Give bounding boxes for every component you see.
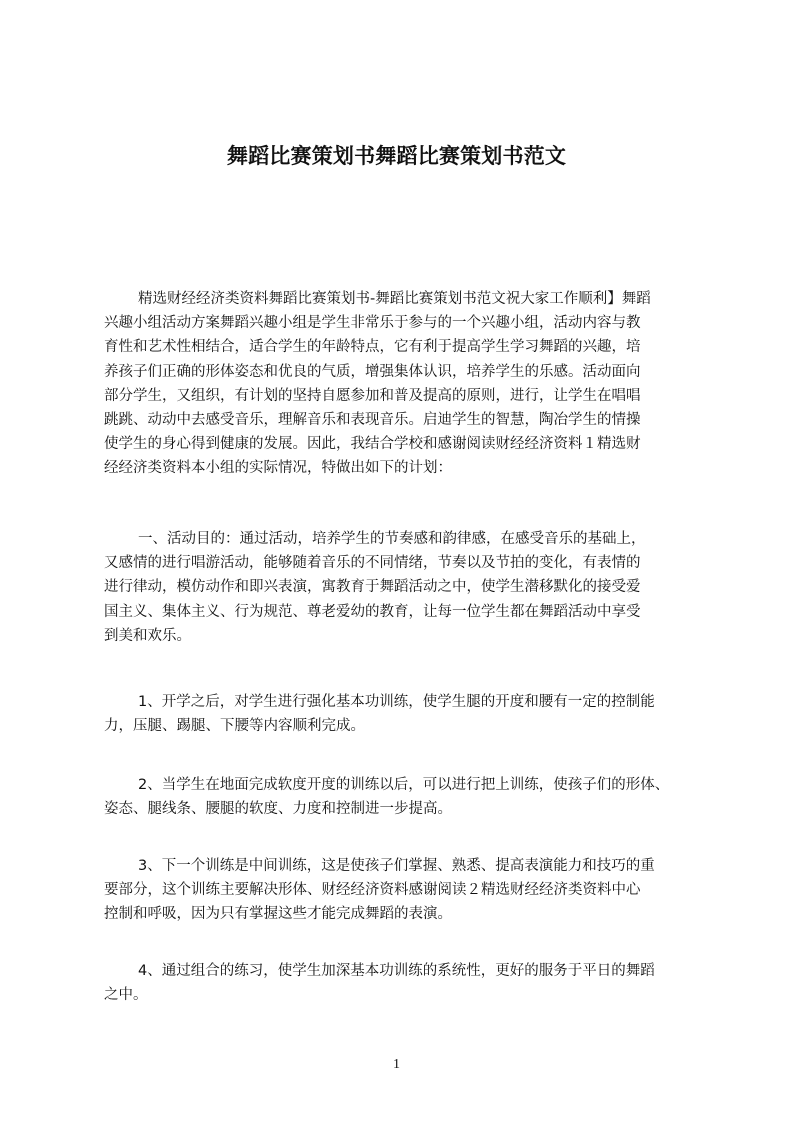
paragraph-line: 兴趣小组活动方案舞蹈兴趣小组是学生非常乐于参与的一个兴趣小组，活动内容与教 <box>104 315 641 332</box>
paragraph-line: 到美和欢乐。 <box>104 627 191 644</box>
paragraph-line: 使学生的身心得到健康的发展。因此，我结合学校和感谢阅读财经经济资料１精选财 <box>104 436 641 453</box>
paragraph-line: 部分学生，又组织，有计划的坚持自愿参加和普及提高的原则，进行，让学生在唱唱 <box>104 387 641 404</box>
paragraph-item-1 <box>104 690 714 738</box>
paragraph-line: 一、活动目的：通过活动，培养学生的节奏感和韵律感，在感受音乐的基础上， <box>138 531 646 547</box>
paragraph-line: 精选财经经济类资料舞蹈比赛策划书-舞蹈比赛策划书范文祝大家工作顺利】舞蹈 <box>138 291 651 307</box>
paragraph-item-3 <box>104 854 714 927</box>
paragraph-item-2 <box>104 773 714 821</box>
paragraph-item-4 <box>104 959 714 1007</box>
paragraph-line: 控制和呼吸，因为只有掌握这些才能完成舞蹈的表演。 <box>104 906 452 923</box>
paragraph-line: 力，压腿、踢腿、下腰等内容顺利完成。 <box>104 718 365 735</box>
paragraph-line: 2、当学生在地面完成软度开度的训练以后，可以进行把上训练，使孩子们的形体、 <box>138 777 670 793</box>
paragraph-line: 经经济类资料本小组的实际情况，特做出如下的计划： <box>104 460 452 477</box>
paragraph-intro <box>104 287 714 481</box>
page-number: 1 <box>393 1057 400 1072</box>
paragraph-line: 跳跳、动动中去感受音乐，理解音乐和表现音乐。启迪学生的智慧，陶冶学生的情操 <box>104 411 641 428</box>
paragraph-line: 国主义、集体主义、行为规范、尊老爱幼的教育，让每一位学生都在舞蹈活动中享受 <box>104 603 641 620</box>
paragraph-line: 进行律动，模仿动作和即兴表演，寓教育于舞蹈活动之中，使学生潜移默化的接受爱 <box>104 579 641 596</box>
paragraph-line: 姿态、腿线条、腰腿的软度、力度和控制进一步提高。 <box>104 801 452 818</box>
paragraph-activity-purpose <box>104 527 714 648</box>
document-title: 舞蹈比赛策划书舞蹈比赛策划书范文 <box>226 144 567 168</box>
paragraph-line: 4、通过组合的练习，使学生加深基本功训练的系统性，更好的服务于平日的舞蹈 <box>138 963 655 979</box>
paragraph-line: 育性和艺术性相结合，适合学生的年龄特点，它有利于提高学生学习舞蹈的兴趣，培 <box>104 339 641 356</box>
paragraph-line: 养孩子们正确的形体姿态和优良的气质，增强集体认识，培养学生的乐感。活动面向 <box>104 363 641 380</box>
paragraph-line: 之中。 <box>104 987 148 1004</box>
paragraph-line: 又感情的进行唱游活动，能够随着音乐的不同情绪，节奏以及节拍的变化，有表情的 <box>104 555 641 572</box>
paragraph-line: 要部分，这个训练主要解决形体、财经经济资料感谢阅读２精选财经经济类资料中心 <box>104 882 641 899</box>
paragraph-line: 1、开学之后，对学生进行强化基本功训练，使学生腿的开度和腰有一定的控制能 <box>138 694 655 710</box>
paragraph-line: 3、下一个训练是中间训练，这是使孩子们掌握、熟悉、提高表演能力和技巧的重 <box>138 858 655 874</box>
